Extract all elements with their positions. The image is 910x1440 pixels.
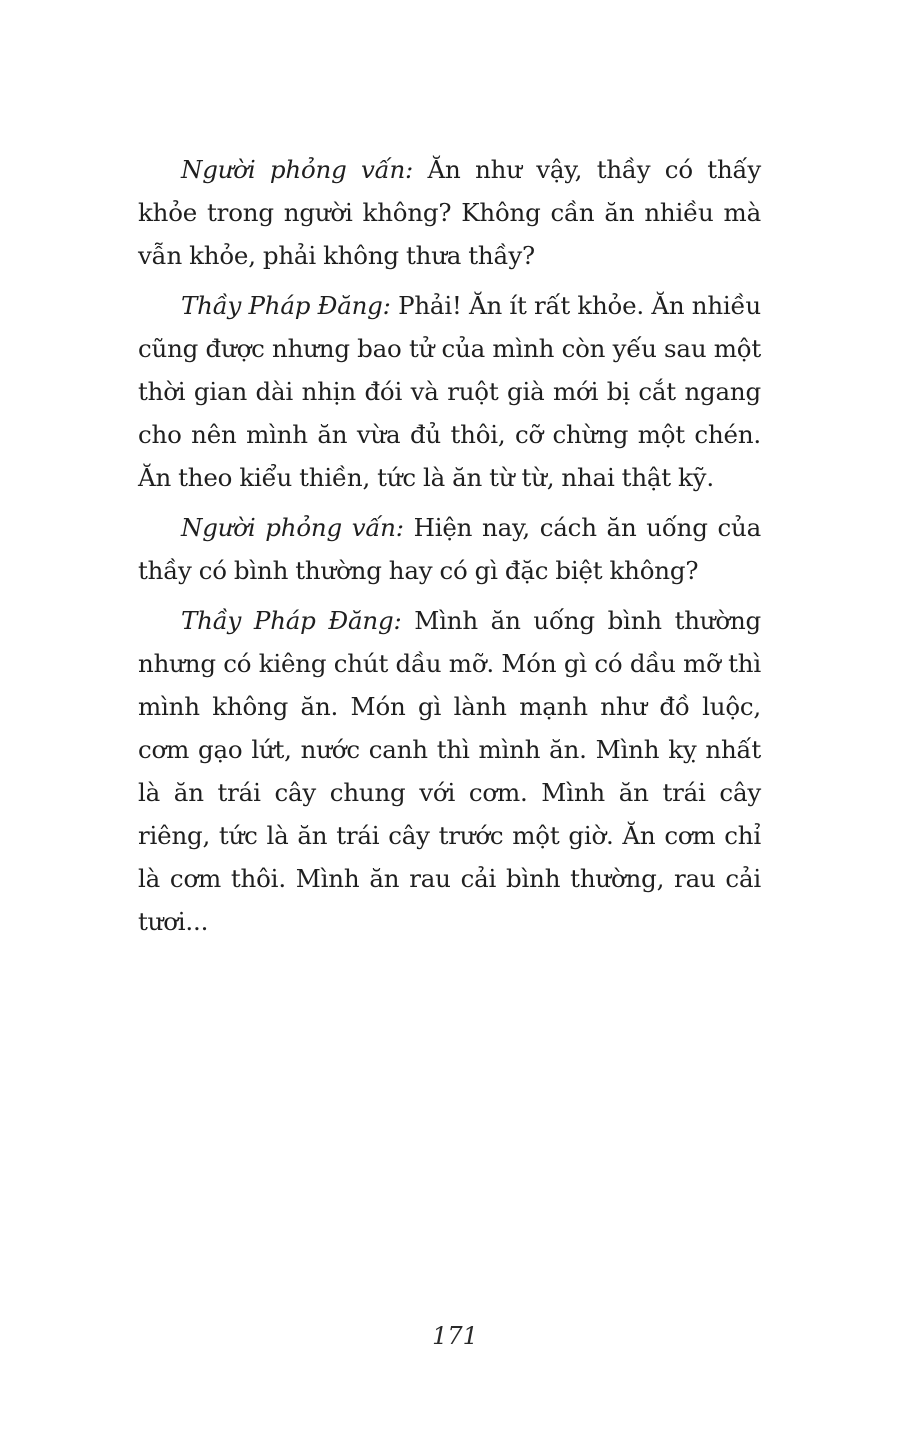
paragraph-text: Ăn như vậy, thầy có thấy khỏe trong người không? Không cần ăn nhiều mà vẫn khỏe, phải không thưa thầy? xyxy=(138,155,761,270)
paragraph-text: Hiện nay, cách ăn uống của thầy có bình thường hay có gì đặc biệt không? xyxy=(138,513,761,585)
interview-paragraph-4 xyxy=(138,599,761,943)
interview-paragraph-2 xyxy=(138,284,761,499)
paragraph-text: Mình ăn uống bình thường nhưng có kiêng chút dầu mỡ. Món gì có dầu mỡ thì mình không ăn. Món gì lành mạnh như đồ luộc, cơm gạo lứt, nước canh thì mình ăn. Mình kỵ nhất là ăn trái cây chung với cơm. Mình ăn trái cây riêng, tức là ăn trái cây trước một giờ. Ăn cơm chỉ là cơm thôi. Mình ăn rau cải bình thường, rau cải tươi... xyxy=(138,606,762,936)
interview-paragraph-3 xyxy=(138,506,761,592)
paragraph-text: Phải! Ăn ít rất khỏe. Ăn nhiều cũng được nhưng bao tử của mình còn yếu sau một thời gian dài nhịn đói và ruột già mới bị cắt ngang cho nên mình ăn vừa đủ thôi, cỡ chừng một chén. Ăn theo kiểu thiền, tức là ăn từ từ, nhai thật kỹ. xyxy=(138,291,761,492)
speaker-label: Người phỏng vấn: xyxy=(181,513,404,542)
speaker-label: Người phỏng vấn: xyxy=(181,155,414,184)
speaker-label: Thầy Pháp Đăng: xyxy=(181,606,402,635)
interview-paragraph-1 xyxy=(138,148,761,277)
page-number: 171 xyxy=(432,1322,478,1350)
page-body xyxy=(138,148,761,950)
speaker-label: Thầy Pháp Đăng: xyxy=(181,291,391,320)
